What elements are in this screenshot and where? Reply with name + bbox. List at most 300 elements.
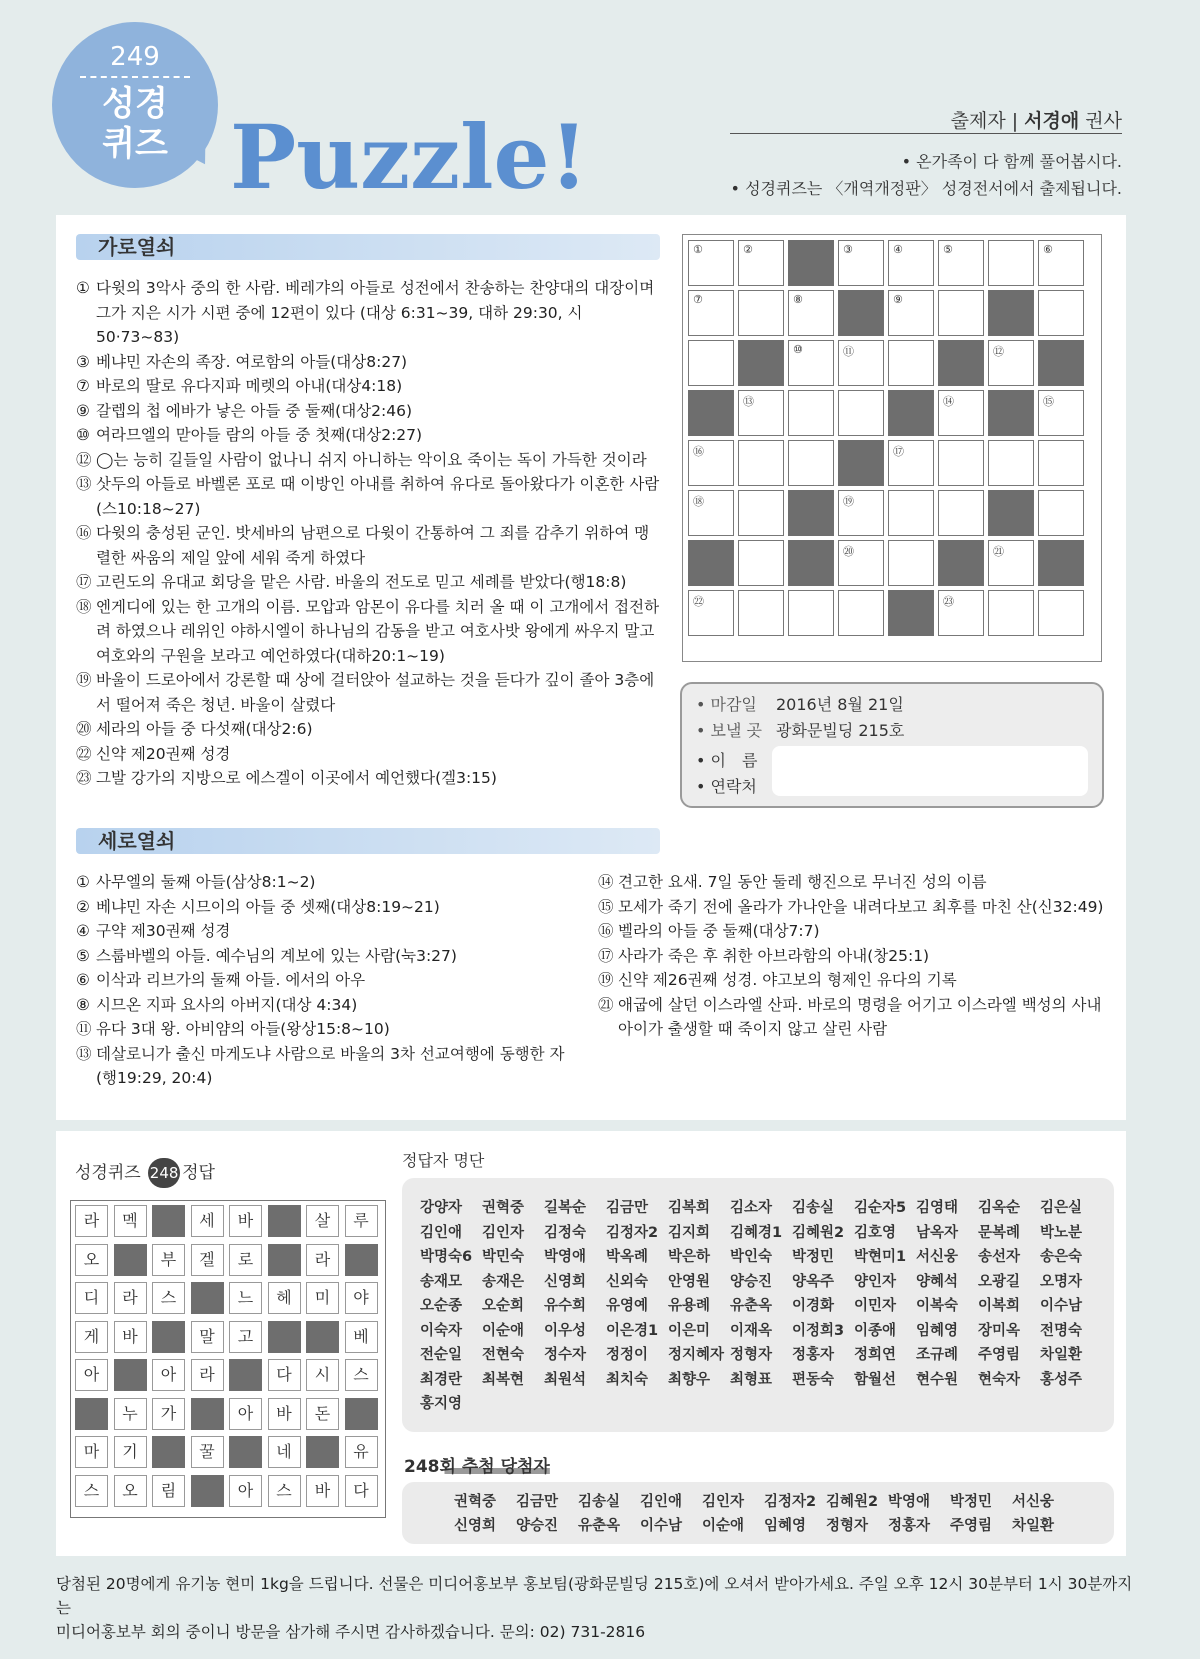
down-heading: 세로열쇠: [76, 828, 660, 854]
answer-cell: 스: [75, 1475, 108, 1507]
draw-winner-name: 김혜원2: [826, 1494, 879, 1510]
answer-cell-blocked: [229, 1436, 262, 1468]
answer-cell: 고: [229, 1321, 262, 1353]
winner-name: 박옥례: [606, 1249, 649, 1265]
winner-name: 유춘옥: [730, 1298, 773, 1314]
footer-line: 미디어홍보부 회의 중이니 방문을 삼가해 주시면 감사하겠습니다. 문의: 02) 731-2816: [56, 1623, 646, 1641]
clue-number: ⑰: [76, 573, 92, 591]
clue-text: 시므온 지파 요사의 아버지(대상 4:34): [96, 995, 358, 1014]
grid-cell[interactable]: [888, 440, 934, 486]
answer-cell: 바: [268, 1398, 301, 1430]
deadline-row: [696, 692, 904, 715]
grid-cell-blocked: [1038, 340, 1084, 386]
winner-name: 차일환: [1040, 1347, 1083, 1363]
clue-item: [76, 521, 660, 570]
winner-name: 박인숙: [730, 1249, 773, 1265]
grid-cell[interactable]: [788, 390, 834, 436]
winner-name: 이우성: [544, 1322, 587, 1339]
winner-name: 임혜영: [916, 1322, 959, 1339]
grid-cell[interactable]: [788, 340, 834, 386]
name-contact-field[interactable]: [772, 746, 1088, 796]
grid-cell-number: ⑱: [693, 495, 704, 508]
clue-item: [76, 766, 660, 791]
crossword-grid: [682, 234, 1102, 662]
winner-name: 이수남: [1040, 1298, 1083, 1314]
draw-winner-name: 박영애: [888, 1494, 931, 1510]
answer-cell: 아: [75, 1359, 108, 1391]
answer-cell: 루: [345, 1205, 378, 1237]
winner-name: 이경화: [792, 1298, 835, 1314]
grid-cell-blocked: [988, 390, 1034, 436]
grid-cell-blocked: [738, 340, 784, 386]
clue-item: [76, 968, 576, 993]
grid-cell[interactable]: [738, 390, 784, 436]
answer-cell: 세: [191, 1205, 224, 1237]
answer-cell: 누: [114, 1398, 147, 1430]
winner-name: 양혜석: [916, 1273, 959, 1290]
winner-name: 최원석: [544, 1371, 587, 1388]
winner-name: 박은하: [668, 1249, 711, 1265]
clue-text: 모세가 죽기 전에 올라가 가나안을 내려다보고 최후를 마친 산(신32:49): [618, 897, 1104, 916]
answer-cell: 시: [306, 1359, 339, 1391]
answer-cell: 꿀: [191, 1436, 224, 1468]
grid-cell[interactable]: [788, 440, 834, 486]
winner-name: 송선자: [978, 1249, 1021, 1265]
grid-cell[interactable]: [838, 390, 884, 436]
clue-item: [76, 448, 660, 473]
grid-cell[interactable]: [688, 290, 734, 336]
grid-cell[interactable]: [738, 590, 784, 636]
grid-cell[interactable]: [738, 440, 784, 486]
winners-list: [402, 1178, 1114, 1432]
winner-name: 홍성주: [1040, 1371, 1083, 1388]
grid-cell-blocked: [938, 540, 984, 586]
author-suffix: 권사: [1085, 110, 1122, 132]
clue-item: [76, 472, 660, 521]
badge-title-line1: 성경: [102, 84, 168, 124]
answer-cell: 게: [75, 1321, 108, 1353]
grid-cell-number: ⑪: [843, 345, 854, 358]
answer-cell-blocked: [306, 1321, 339, 1353]
winner-name: 정지혜자: [668, 1347, 725, 1363]
grid-cell[interactable]: [738, 490, 784, 536]
grid-cell[interactable]: [1038, 490, 1084, 536]
winner-name: 전순일: [420, 1347, 463, 1363]
grid-cell[interactable]: [1038, 390, 1084, 436]
winner-name: 박노분: [1040, 1224, 1083, 1241]
winner-name: 최형표: [730, 1371, 773, 1388]
clue-text: 여라므엘의 맏아들 람의 아들 중 첫째(대상2:27): [96, 426, 423, 444]
clue-text: 데살로니가 출신 마게도냐 사람으로 바울의 3차 선교여행에 동행한 자(행19:29, 20:4): [96, 1044, 565, 1087]
grid-cell[interactable]: [838, 590, 884, 636]
winner-name: 서신웅: [916, 1249, 959, 1265]
answer-issue-badge: 248: [148, 1158, 180, 1188]
draw-winner-name: 김인애: [640, 1494, 683, 1510]
answer-cell: 라: [114, 1282, 147, 1314]
winner-name: 전현숙: [482, 1347, 525, 1363]
winner-name: 함월선: [854, 1371, 897, 1388]
grid-cell-blocked: [788, 540, 834, 586]
answer-prefix: 성경퀴즈: [75, 1163, 141, 1183]
clue-item: [76, 595, 660, 669]
winner-name: 주영림: [978, 1347, 1021, 1363]
answer-cell: 라: [191, 1359, 224, 1391]
winner-name: 현수원: [916, 1371, 959, 1388]
grid-cell[interactable]: [938, 240, 984, 286]
grid-cell-blocked: [1038, 540, 1084, 586]
answer-cell-blocked: [152, 1436, 185, 1468]
winner-name: 권혁중: [482, 1200, 525, 1216]
winner-name: 정홍자: [792, 1347, 835, 1363]
clue-item: [598, 895, 1108, 920]
grid-cell-blocked: [688, 540, 734, 586]
clue-text: 그발 강가의 지방으로 에스겔이 이곳에서 예언했다(겔3:15): [96, 769, 497, 787]
answer-cell-blocked: [152, 1321, 185, 1353]
clue-text: 이삭과 리브가의 둘째 아들. 에서의 아우: [96, 971, 366, 989]
clue-item: [76, 919, 576, 944]
clue-text: 세라의 아들 중 다섯째(대상2:6): [96, 720, 313, 738]
answer-cell-blocked: [268, 1244, 301, 1276]
grid-cell[interactable]: [738, 290, 784, 336]
grid-cell-number: ⑫: [993, 345, 1004, 358]
clue-text: 바울이 드로아에서 강론할 때 상에 걸터앉아 설교하는 것을 듣다가 깊이 졸아 3층에서 떨어져 죽은 청년. 바울이 살렸다: [96, 671, 655, 714]
answer-cell: 바: [229, 1205, 262, 1237]
answer-cell: 라: [75, 1205, 108, 1237]
grid-cell[interactable]: [888, 240, 934, 286]
grid-cell-blocked: [688, 390, 734, 436]
grid-cell[interactable]: [988, 240, 1034, 286]
clue-item: [76, 742, 660, 767]
winner-name: 김영태: [916, 1200, 959, 1216]
clue-item: [76, 570, 660, 595]
clue-number: ⑩: [76, 426, 90, 444]
grid-cell[interactable]: [988, 590, 1034, 636]
clue-text: ◯는 능히 길들일 사람이 없나니 쉬지 아니하는 악이요 죽이는 독이 가득한 것이라: [96, 450, 647, 469]
answer-cell: 야: [345, 1282, 378, 1314]
clue-item: [76, 350, 660, 375]
grid-cell[interactable]: [688, 440, 734, 486]
winner-name: 홍지영: [420, 1396, 463, 1412]
winner-name: 양인자: [854, 1273, 897, 1290]
answer-cell-blocked: [191, 1398, 224, 1430]
winner-name: 이은경1: [606, 1322, 659, 1339]
answer-cell: 부: [152, 1244, 185, 1276]
clue-number: ⑬: [76, 475, 92, 493]
winner-name: 이은미: [668, 1322, 711, 1339]
answer-grid: [70, 1200, 386, 1518]
grid-cell[interactable]: [938, 590, 984, 636]
down-clues-left: [76, 870, 576, 1091]
draw-winner-name: 양승진: [516, 1518, 559, 1534]
answer-cell-blocked: [191, 1475, 224, 1507]
draw-winner-name: 김정자2: [764, 1494, 817, 1510]
grid-cell[interactable]: [788, 290, 834, 336]
clue-item: [598, 919, 1108, 944]
clue-text: 구약 제30권째 성경: [96, 922, 231, 940]
clue-text: 베냐민 자손 시므이의 아들 중 셋째(대상8:19~21): [96, 897, 440, 916]
answer-cell: 로: [229, 1244, 262, 1276]
grid-cell-blocked: [888, 390, 934, 436]
grid-cell-number: ㉒: [693, 595, 704, 608]
grid-cell-number: ⑰: [893, 445, 904, 458]
clue-item: [76, 993, 576, 1018]
answer-cell: 바: [114, 1321, 147, 1353]
clue-number: ⑥: [76, 971, 90, 989]
grid-cell[interactable]: [938, 290, 984, 336]
winner-name: 길복순: [544, 1200, 587, 1216]
clue-number: ⑰: [598, 946, 614, 965]
draw-winner-name: 박정민: [950, 1494, 993, 1510]
quiz-badge: [52, 22, 218, 188]
winner-name: 김정숙: [544, 1224, 587, 1241]
grid-cell-number: ⑲: [843, 495, 854, 508]
winner-name: 박현미1: [854, 1249, 907, 1265]
clue-text: 애굽에 살던 이스라엘 산파. 바로의 명령을 어기고 이스라엘 백성의 사내아이가 출생할 때 죽이지 않고 살린 사람: [618, 995, 1102, 1038]
winner-name: 송재모: [420, 1273, 463, 1290]
winner-name: 정수자: [544, 1347, 587, 1363]
grid-cell[interactable]: [938, 440, 984, 486]
grid-cell[interactable]: [888, 290, 934, 336]
answer-cell: 느: [229, 1282, 262, 1314]
clue-text: 엔게디에 있는 한 고개의 이름. 모압과 암몬이 유다를 치러 올 때 이 고개에서 접전하려 하였으나 레위인 야하시엘이 하나님의 감동을 받고 여호사밧 왕에게 싸우지 말고 여호와의 구원을 보라고 예언하였다(대하20:1~19): [96, 597, 660, 665]
name-label: • 이 름: [696, 751, 758, 770]
clue-item: [76, 870, 576, 895]
clue-number: ①: [76, 279, 90, 297]
grid-cell-number: ⑧: [793, 293, 803, 306]
answer-cell: 베: [345, 1321, 378, 1353]
grid-cell[interactable]: [838, 540, 884, 586]
grid-cell-number: ③: [843, 243, 853, 256]
clue-number: ㉒: [76, 744, 92, 763]
winner-name: 이민자: [854, 1298, 897, 1314]
answer-cell: 스: [345, 1359, 378, 1391]
grid-cell[interactable]: [938, 390, 984, 436]
grid-cell[interactable]: [838, 240, 884, 286]
grid-cell[interactable]: [988, 540, 1034, 586]
winner-name: 조규례: [916, 1347, 959, 1363]
winner-name: 최복현: [482, 1371, 525, 1388]
grid-cell[interactable]: [888, 540, 934, 586]
grid-cell[interactable]: [988, 340, 1034, 386]
grid-cell[interactable]: [838, 490, 884, 536]
draw-winners-list: [402, 1482, 1114, 1544]
answer-cell: 살: [306, 1205, 339, 1237]
send-row: [696, 718, 904, 741]
badge-divider: [80, 76, 190, 78]
grid-cell-number: ⑨: [893, 293, 903, 306]
grid-cell-blocked: [838, 290, 884, 336]
winners-title: 정답자 명단: [402, 1151, 485, 1170]
draw-winner-name: 김인자: [702, 1494, 745, 1510]
winner-name: 정정이: [606, 1347, 649, 1363]
answer-cell-blocked: [268, 1205, 301, 1237]
clue-item: [76, 423, 660, 448]
clue-number: ②: [76, 897, 90, 916]
answer-cell: 스: [268, 1475, 301, 1507]
clue-text: 고린도의 유대교 회당을 맡은 사람. 바울의 전도로 믿고 세례를 받았다(행18:8): [96, 573, 627, 591]
draw-winner-name: 신영희: [454, 1518, 497, 1534]
clue-text: 사라가 죽은 후 취한 아브라함의 아내(창25:1): [618, 946, 930, 965]
winner-name: 이순애: [482, 1322, 525, 1339]
winner-name: 유수희: [544, 1298, 587, 1314]
winner-name: 김혜원2: [792, 1224, 845, 1241]
draw-winner-name: 이수남: [640, 1518, 683, 1534]
answer-title: [75, 1158, 215, 1188]
intro-line: • 온가족이 다 함께 풀어봅시다.: [901, 152, 1122, 171]
winner-name: 전명숙: [1040, 1322, 1083, 1339]
draw-winner-name: 서신웅: [1012, 1494, 1055, 1510]
winner-name: 김호영: [854, 1224, 897, 1241]
answer-cell: 미: [306, 1282, 339, 1314]
winner-name: 이복희: [978, 1298, 1021, 1314]
draw-winner-name: 차일환: [1012, 1518, 1055, 1534]
draw-winner-name: 정홍자: [888, 1518, 931, 1534]
winner-name: 김은실: [1040, 1200, 1083, 1216]
clue-number: ⑮: [598, 897, 614, 916]
answer-cell-blocked: [75, 1398, 108, 1430]
winner-name: 오명자: [1040, 1273, 1083, 1290]
grid-cell-blocked: [838, 440, 884, 486]
grid-cell-number: ㉑: [993, 545, 1004, 558]
draw-winner-name: 정형자: [826, 1518, 869, 1534]
grid-cell[interactable]: [688, 240, 734, 286]
winner-name: 최치숙: [606, 1371, 649, 1388]
winner-name: 박영애: [544, 1249, 587, 1265]
winner-name: 김금만: [606, 1200, 649, 1216]
answer-cell: 멕: [114, 1205, 147, 1237]
answer-cell: 헤: [268, 1282, 301, 1314]
clue-number: ⑬: [76, 1044, 92, 1063]
grid-cell[interactable]: [938, 490, 984, 536]
badge-title-line2: 퀴즈: [102, 124, 168, 164]
author-name: 서경애: [1024, 110, 1080, 132]
clue-text: 베냐민 자손의 족장. 여로함의 아들(대상8:27): [96, 352, 408, 371]
grid-cell[interactable]: [988, 440, 1034, 486]
grid-cell[interactable]: [1038, 240, 1084, 286]
clue-text: 벨라의 아들 중 둘째(대상7:7): [618, 922, 820, 940]
grid-cell[interactable]: [738, 240, 784, 286]
clue-number: ⑯: [598, 922, 614, 940]
draw-winner-name: 임혜영: [764, 1518, 807, 1534]
across-clues: [76, 276, 660, 791]
clue-item: [76, 399, 660, 424]
winner-name: 김옥순: [978, 1200, 1021, 1216]
grid-cell[interactable]: [788, 590, 834, 636]
clue-text: 삿두의 아들로 바벨론 포로 때 이방인 아내를 취하여 유다로 돌아왔다가 이혼한 사람(스10:18~27): [96, 475, 660, 518]
grid-cell-number: ②: [743, 243, 753, 256]
draw-title: 248회 추첨 당첨자: [404, 1457, 550, 1477]
winner-name: 이정희3: [792, 1322, 845, 1339]
grid-cell[interactable]: [688, 590, 734, 636]
grid-cell-number: ⑭: [943, 395, 954, 408]
grid-cell-blocked: [788, 240, 834, 286]
answer-cell-blocked: [114, 1359, 147, 1391]
send-value: 광화문빌딩 215호: [776, 721, 905, 740]
answer-cell: 기: [114, 1436, 147, 1468]
clue-item: [76, 1017, 576, 1042]
answer-cell-blocked: [306, 1436, 339, 1468]
grid-cell[interactable]: [1038, 590, 1084, 636]
grid-cell-number: ⑥: [1043, 243, 1053, 256]
winner-name: 이종애: [854, 1322, 897, 1339]
draw-winner-name: 김송실: [578, 1494, 621, 1510]
grid-cell[interactable]: [688, 340, 734, 386]
winner-name: 김정자2: [606, 1224, 659, 1241]
grid-cell[interactable]: [738, 540, 784, 586]
clue-text: 스룹바벨의 아들. 예수님의 계보에 있는 사람(눅3:27): [96, 946, 457, 965]
clue-text: 유다 3대 왕. 아비얌의 아들(왕상15:8~10): [96, 1020, 390, 1038]
across-heading: 가로열쇠: [76, 234, 660, 260]
answer-cell: 스: [152, 1282, 185, 1314]
deadline-value: 2016년 8월 21일: [776, 695, 904, 714]
winner-name: 문복례: [978, 1224, 1021, 1241]
winner-name: 김소자: [730, 1200, 773, 1216]
answer-cell: 유: [345, 1436, 378, 1468]
winner-name: 박명숙6: [420, 1249, 473, 1265]
answer-cell: 네: [268, 1436, 301, 1468]
grid-cell-number: ㉓: [943, 595, 954, 608]
clue-text: 다윗의 충성된 군인. 밧세바의 남편으로 다윗이 간통하여 그 죄를 감추기 위하여 맹렬한 싸움의 제일 앞에 세워 죽게 하였다: [96, 524, 650, 567]
winner-name: 김복희: [668, 1200, 711, 1216]
answer-cell: 아: [229, 1475, 262, 1507]
clue-text: 갈렙의 첩 에바가 낳은 아들 중 둘째(대상2:46): [96, 401, 413, 420]
clue-text: 다윗의 3악사 중의 한 사람. 베레갸의 아들로 성전에서 찬송하는 찬양대의 대장이며 그가 지은 시가 시편 중에 12편이 있다 (대상 6:31~39, 대하 29:30, 시 50·73~83): [96, 279, 655, 346]
page-title: Puzzle!: [230, 105, 589, 209]
clue-number: ⑲: [76, 671, 92, 689]
answer-cell: 아: [152, 1359, 185, 1391]
answer-cell: 다: [345, 1475, 378, 1507]
clue-number: ⑧: [76, 995, 90, 1014]
answer-cell: 마: [75, 1436, 108, 1468]
winner-name: 김순자5: [854, 1200, 907, 1216]
grid-cell[interactable]: [1038, 290, 1084, 336]
clue-text: 신약 제20권째 성경: [96, 744, 231, 763]
intro-line: • 성경퀴즈는 〈개역개정판〉 성경전서에서 출제됩니다.: [730, 179, 1122, 198]
grid-cell-blocked: [788, 490, 834, 536]
grid-cell-number: ⑯: [693, 445, 704, 458]
clue-number: ⑦: [76, 377, 90, 395]
clue-number: ⑯: [76, 524, 92, 542]
clue-item: [76, 944, 576, 969]
grid-cell[interactable]: [688, 490, 734, 536]
grid-cell-number: ⑳: [843, 545, 854, 558]
grid-cell[interactable]: [838, 340, 884, 386]
clue-text: 바로의 딸로 유다지파 메렛의 아내(대상4:18): [96, 377, 403, 395]
winner-name: 양승진: [730, 1273, 773, 1290]
grid-cell-number: ⑩: [793, 343, 803, 356]
winner-name: 유영예: [606, 1298, 649, 1314]
grid-cell-number: ⑮: [1043, 395, 1054, 408]
contact-label: • 연락처: [696, 777, 757, 796]
answer-cell: 겔: [191, 1244, 224, 1276]
winner-name: 신영희: [544, 1273, 587, 1290]
clue-text: 신약 제26권째 성경. 야고보의 형제인 유다의 기록: [618, 971, 957, 989]
answer-cell: 림: [152, 1475, 185, 1507]
draw-winner-name: 김금만: [516, 1494, 559, 1510]
grid-cell[interactable]: [888, 340, 934, 386]
draw-winner-name: 유춘옥: [578, 1518, 621, 1534]
winner-name: 김송실: [792, 1200, 835, 1216]
answer-cell: 오: [114, 1475, 147, 1507]
grid-cell[interactable]: [1038, 440, 1084, 486]
answer-cell-blocked: [229, 1359, 262, 1391]
grid-cell[interactable]: [888, 490, 934, 536]
header-rule: [730, 133, 1122, 134]
submission-box: [680, 682, 1104, 808]
winner-name: 오순종: [420, 1298, 463, 1314]
grid-cell-number: ⑦: [693, 293, 703, 306]
clue-item: [76, 374, 660, 399]
